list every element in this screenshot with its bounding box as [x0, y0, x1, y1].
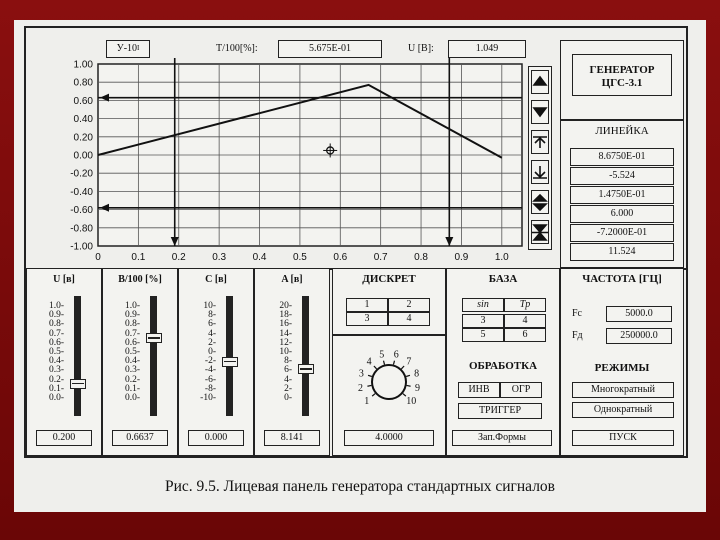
x-tick-label: 0.4: [252, 252, 267, 263]
generator-title: ГЕНЕРАТОР: [589, 64, 655, 76]
y-scale-label: У-10: [116, 43, 138, 54]
y-tick-label: 0.20: [73, 132, 93, 144]
scale-tick-label: -2-: [204, 356, 216, 367]
slider-track: [74, 296, 81, 416]
dial-label: 5: [379, 349, 385, 361]
y-scale-exponent: I: [137, 44, 140, 52]
lineyka-value: 8.6750E-01: [570, 148, 674, 166]
diskret-option-3[interactable]: 3: [346, 312, 388, 326]
fd-input[interactable]: 250000.0: [606, 328, 672, 344]
arrow-to-bottom-button[interactable]: [531, 160, 549, 184]
baza-option-4[interactable]: 4: [504, 314, 546, 328]
scale-tick-label: 0.8-: [124, 319, 140, 330]
save-waveform-button[interactable]: Зап.Формы: [452, 430, 552, 446]
scale-tick-label: -6-: [204, 374, 216, 385]
arrow-up-glyph: [534, 77, 546, 85]
slider-thumb[interactable]: [298, 364, 314, 374]
slider-scale: [108, 302, 140, 403]
scale-tick-label: 0.9-: [48, 310, 64, 321]
invert-button[interactable]: ИНВ: [458, 382, 500, 398]
scale-tick-label: 0.3-: [124, 365, 140, 376]
slider-track: [302, 296, 309, 416]
dial-label: 3: [358, 368, 364, 380]
dial-label: 10: [406, 396, 417, 408]
scale-tick-label: 14-: [279, 328, 292, 339]
diskret-option-1[interactable]: 1: [346, 298, 388, 312]
diskret-dial[interactable]: [334, 340, 444, 422]
slider-title: A [в]: [281, 274, 303, 285]
dial-label: 1: [364, 396, 370, 408]
x-tick-label: 0.7: [373, 252, 388, 263]
scale-tick-label: -8-: [204, 383, 216, 394]
u-label: U [В]:: [408, 43, 434, 54]
diskret-option-4[interactable]: 4: [388, 312, 430, 326]
scale-tick-label: 0-: [208, 347, 216, 358]
arrow-down-glyph: [534, 108, 546, 116]
y-tick-label: -1.00: [70, 241, 93, 253]
arrow-to-top-button[interactable]: [531, 130, 549, 154]
scale-tick-label: 0.8-: [48, 319, 64, 330]
slider-scale: [32, 302, 64, 403]
slider-title: B/100 [%]: [118, 274, 162, 285]
collapse-vertical-icon: [529, 223, 551, 243]
scale-tick-label: 0-: [284, 393, 292, 404]
slider-value: 0.000: [188, 430, 244, 446]
y-tick-label: 0.40: [73, 114, 93, 126]
diskret-divider: [332, 334, 446, 336]
diskret-value: 4.0000: [344, 430, 434, 446]
rezhimy-title: РЕЖИМЫ: [594, 362, 650, 374]
dial-tick: [384, 361, 385, 365]
scale-tick-label: 1.0-: [48, 301, 64, 311]
dial-label: 8: [414, 368, 420, 380]
collapse-vertical-glyph: [532, 225, 548, 240]
baza-option-6[interactable]: 6: [504, 328, 546, 342]
scale-tick-label: 0.5-: [124, 347, 140, 358]
u-value-display: 1.049: [448, 40, 526, 58]
scale-tick-label: 0.6-: [48, 337, 64, 348]
multi-mode-button[interactable]: Многократный: [572, 382, 674, 398]
expand-vertical-glyph: [534, 195, 546, 210]
obrabotka-title: ОБРАБОТКА: [468, 360, 538, 372]
scale-tick-label: 0.6-: [124, 337, 140, 348]
dial-tick: [367, 385, 371, 386]
baza-option-3[interactable]: 3: [462, 314, 504, 328]
dial-label: 4: [366, 356, 372, 368]
expand-vertical-button[interactable]: [531, 190, 549, 214]
slider-value: 0.6637: [112, 430, 168, 446]
trigger-button[interactable]: ТРИГГЕР: [458, 403, 542, 419]
single-mode-button[interactable]: Однократный: [572, 402, 674, 418]
x-tick-label: 0: [95, 252, 101, 263]
scale-tick-label: 12-: [279, 337, 292, 348]
scale-tick-label: 0.0-: [48, 393, 64, 404]
scale-tick-label: 4-: [208, 328, 216, 339]
y-tick-label: 0.00: [73, 150, 93, 162]
scale-tick-label: 0.4-: [48, 356, 64, 367]
scale-tick-label: 0.1-: [48, 383, 64, 394]
scale-tick-label: 2-: [208, 337, 216, 348]
arrow-up-button[interactable]: [531, 70, 549, 94]
baza-option-5[interactable]: 5: [462, 328, 504, 342]
dial-label: 2: [358, 383, 364, 395]
scale-tick-label: 18-: [279, 310, 292, 321]
arrow-up-icon: [529, 73, 551, 93]
baza-title: БАЗА: [488, 273, 518, 285]
scale-tick-label: 0.3-: [48, 365, 64, 376]
baza-header-Tp[interactable]: Tp: [504, 298, 546, 312]
x-tick-label: 0.5: [292, 252, 307, 263]
scale-tick-label: 8-: [208, 310, 216, 321]
scale-tick-label: 0.7-: [124, 328, 140, 339]
y-tick-label: -0.80: [70, 223, 93, 235]
start-button[interactable]: ПУСК: [572, 430, 674, 446]
figure-caption: Рис. 9.5. Лицевая панель генератора стандартных сигналов: [164, 478, 556, 495]
y-tick-label: 1.00: [73, 59, 93, 71]
dial-tick: [401, 366, 404, 369]
baza-header-sin[interactable]: sin: [462, 298, 504, 312]
arrow-to-bottom-icon: [529, 163, 551, 183]
lineyka-value: -5.524: [570, 167, 674, 185]
fc-label: Fc: [572, 308, 582, 319]
slider-title: C [в]: [205, 274, 227, 285]
x-tick-label: 1.0: [494, 252, 509, 263]
dial-tick: [393, 361, 394, 365]
slider-scale: [260, 302, 292, 403]
scale-tick-label: 6-: [208, 319, 216, 330]
arrow-to-bottom-glyph: [533, 166, 547, 178]
t-value-display: 5.675E-01: [278, 40, 382, 58]
lineyka-title: ЛИНЕЙКА: [595, 125, 649, 137]
dial-label: 6: [393, 349, 399, 361]
waveform-plot[interactable]: [32, 60, 532, 270]
scale-tick-label: 1.0-: [124, 301, 140, 311]
dial-knob: [372, 365, 406, 399]
x-tick-label: 0.8: [414, 252, 429, 263]
chastota-title: ЧАСТОТА [ГЦ]: [582, 273, 662, 285]
y-tick-label: -0.20: [70, 168, 93, 180]
scale-tick-label: 0.4-: [124, 356, 140, 367]
slider-thumb[interactable]: [222, 357, 238, 367]
lineyka-value: -7.2000E-01: [570, 224, 674, 242]
scale-tick-label: -4-: [204, 365, 216, 376]
dial-tick: [407, 385, 411, 386]
arrow-down-button[interactable]: [531, 100, 549, 124]
scale-tick-label: 0.9-: [124, 310, 140, 321]
fd-label: Fд: [572, 330, 583, 341]
scale-tick-label: 0.1-: [124, 383, 140, 394]
scale-tick-label: 0.5-: [48, 347, 64, 358]
dial-tick: [368, 375, 372, 376]
x-tick-label: 0.6: [333, 252, 348, 263]
x-tick-label: 0.1: [131, 252, 146, 263]
slider-scale: [184, 302, 216, 403]
scale-tick-label: 10-: [203, 301, 216, 311]
scale-tick-label: 20-: [279, 301, 292, 311]
dial-tick: [374, 366, 377, 369]
x-tick-label: 0.3: [212, 252, 227, 263]
scale-tick-label: 0.2-: [124, 374, 140, 385]
scale-tick-label: -10-: [200, 393, 216, 404]
slider-value: 8.141: [264, 430, 320, 446]
lineyka-value: 11.524: [570, 243, 674, 261]
limit-button[interactable]: ОГР: [500, 382, 542, 398]
scale-tick-label: 4-: [284, 374, 292, 385]
slider-value: 0.200: [36, 430, 92, 446]
expand-vertical-icon: [529, 193, 551, 213]
slider-thumb[interactable]: [70, 379, 86, 389]
collapse-vertical-button[interactable]: [531, 220, 549, 244]
diskret-option-2[interactable]: 2: [388, 298, 430, 312]
x-tick-label: 0.9: [454, 252, 469, 263]
y-tick-label: -0.40: [70, 186, 93, 198]
scale-tick-label: 16-: [279, 319, 292, 330]
y-tick-label: 0.80: [73, 77, 93, 89]
slider-track: [150, 296, 157, 416]
fc-input[interactable]: 5000.0: [606, 306, 672, 322]
dial-label: 7: [406, 356, 412, 368]
scale-tick-label: 6-: [284, 365, 292, 376]
slider-thumb[interactable]: [146, 333, 162, 343]
dial-tick: [372, 394, 375, 397]
scale-tick-label: 0.7-: [48, 328, 64, 339]
dial-tick: [406, 375, 410, 376]
scale-tick-label: 2-: [284, 383, 292, 394]
scale-tick-label: 0.0-: [124, 393, 140, 404]
scale-tick-label: 10-: [279, 347, 292, 358]
arrow-to-top-glyph: [533, 137, 547, 148]
scale-tick-label: 0.2-: [48, 374, 64, 385]
y-tick-label: 0.60: [73, 95, 93, 107]
y-tick-label: -0.60: [70, 205, 93, 217]
dial-label: 9: [414, 383, 420, 395]
y-scale-button[interactable]: [106, 40, 150, 58]
generator-model: ЦГС-3.1: [601, 77, 643, 89]
x-tick-label: 0.2: [171, 252, 186, 263]
arrow-down-icon: [529, 103, 551, 123]
arrow-to-top-icon: [529, 133, 551, 153]
diskret-title: ДИСКРЕТ: [362, 273, 416, 285]
lineyka-value: 6.000: [570, 205, 674, 223]
scale-tick-label: 8-: [284, 356, 292, 367]
t-label: T/100[%]:: [216, 43, 258, 54]
lineyka-value: 1.4750E-01: [570, 186, 674, 204]
slider-title: U [в]: [53, 274, 75, 285]
generator-front-panel: [24, 26, 688, 458]
